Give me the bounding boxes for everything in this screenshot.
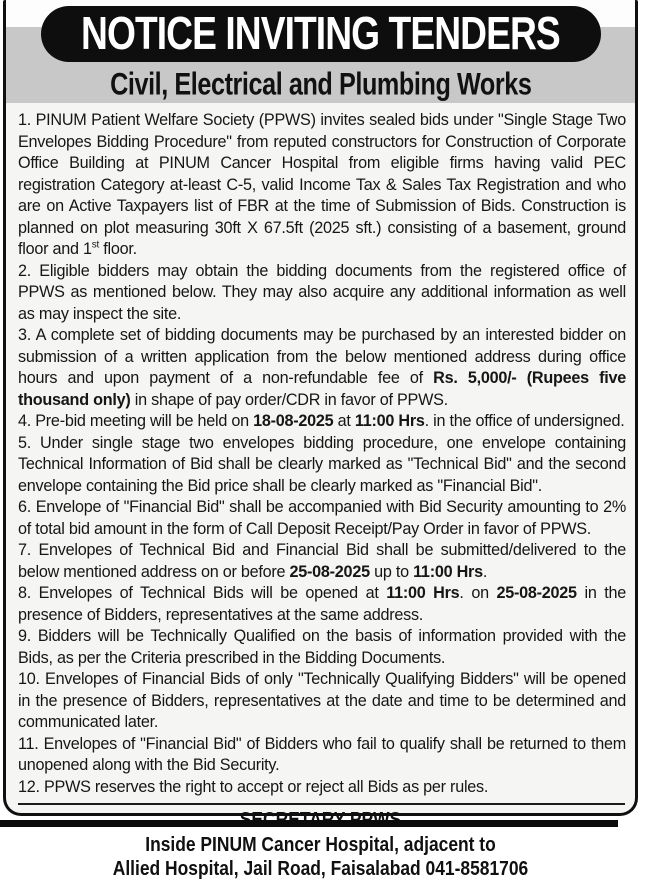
- notice-paragraph: [18, 626, 626, 669]
- text-segment: 8. Envelopes of Technical Bids will be opened at: [18, 584, 387, 602]
- notice-paragraph: [18, 777, 626, 799]
- text-segment: 10. Envelopes of Financial Bids of only "Technically Qualifying Bidders" will be opened in the presence of Bidders, representatives at the date and time to be determined and communicated later.: [18, 670, 626, 731]
- text-segment: in shape of pay order/CDR in favor of PPWS.: [130, 390, 448, 409]
- notice-paragraph: [18, 540, 626, 583]
- text-segment: up to: [369, 562, 414, 581]
- footer-address-line1: Inside PINUM Cancer Hospital, adjacent to: [145, 832, 496, 856]
- text-segment: 6. Envelope of "Financial Bid" shall be accompanied with Bid Security amounting to 2% of total bid amount in the form of Call Deposit Receipt/Pay Order in favor of PPWS.: [18, 498, 626, 538]
- notice-paragraph: [18, 261, 626, 326]
- text-segment: in the presence of Bidders, representatives at the same address.: [18, 584, 626, 624]
- bottom-edge-band: [0, 820, 618, 827]
- text-segment: . in the office of undersigned.: [424, 412, 625, 430]
- footer-address-line2: Allied Hospital, Jail Road, Faisalabad 041-8581706: [112, 857, 529, 880]
- text-segment: 18-08-2025: [253, 412, 334, 430]
- notice-paragraph: [18, 411, 626, 433]
- text-segment: floor.: [99, 240, 137, 258]
- notice-title-pill: [41, 6, 601, 62]
- notice-subtitle-text: Civil, Electrical and Plumbing Works: [109, 67, 532, 102]
- text-segment: 11. Envelopes of "Financial Bid" of Bidders who fail to qualify shall be returned to them unopened along with the Bid Security.: [18, 734, 626, 774]
- text-segment: 25-08-2025: [496, 584, 577, 602]
- text-segment: 1. PINUM Patient Welfare Society (PPWS) invites sealed bids under "Single Stage Two Envelopes Bidding Procedure" from reputed constructors for Construction of Corporate Office Building at PINUM Cancer Hospital from eligible firms having valid PEC registration Category at-least C-5, valid Income Tax & Sales Tax Registration and who are on Active Taxpayers list of FBR at the time of Submission of Bids. Construction is planned on plot measuring 30ft X 67.5ft (2025 sft.) consisting of a basement, ground floor and 1: [18, 111, 626, 258]
- notice-paragraph: [18, 497, 626, 540]
- notice-paragraph: [18, 433, 626, 498]
- notice-paragraph: [18, 669, 626, 734]
- notice-subtitle: [6, 68, 635, 102]
- text-segment: 9. Bidders will be Technically Qualified on the basis of information provided with the Bids, as per the Criteria prescribed in the Bidding Documents.: [18, 627, 626, 667]
- text-segment: 3. A complete set of bidding documents may be purchased by an interested bidder on submission of a written application from the below mentioned address during office hours and upon payment of a non-refundable fee of: [18, 326, 626, 387]
- notice-paragraph: [18, 325, 626, 411]
- text-segment: Rs. 5,000/- (Rupees five thousand only): [18, 369, 627, 409]
- notice-box: [3, 0, 638, 880]
- text-segment: at: [333, 412, 355, 430]
- text-segment: st: [91, 239, 100, 251]
- footer-divider: [18, 803, 625, 805]
- notice-header-band: [6, 7, 635, 103]
- text-segment: 2. Eligible bidders may obtain the bidding documents from the registered office of PPWS as mentioned below. They may also acquire any additional information as well as may inspect the site.: [18, 261, 626, 323]
- text-segment: 25-08-2025: [289, 562, 370, 581]
- text-segment: . on: [459, 584, 497, 602]
- text-segment: 12. PPWS reserves the right to accept or reject all Bids as per rules.: [18, 777, 489, 796]
- text-segment: 11:00 Hrs: [413, 562, 483, 581]
- notice-paragraph: [18, 583, 626, 626]
- text-segment: .: [482, 562, 488, 581]
- notice-paragraph: [18, 110, 626, 261]
- text-segment: 7. Envelopes of Technical Bid and Financial Bid shall be submitted/delivered to the below mentioned address on or before: [18, 541, 626, 581]
- text-segment: 5. Under single stage two envelopes bidding procedure, one envelope containing Technical Information of Bid shall be clearly marked as "Technical Bid" and the second envelope containing the Bid price shall be clearly marked as "Financial Bid".: [18, 433, 626, 495]
- notice-body: [6, 103, 635, 798]
- text-segment: 11:00 Hrs: [354, 412, 425, 430]
- text-segment: 11:00 Hrs: [386, 584, 460, 602]
- text-segment: 4. Pre-bid meeting will be held on: [18, 412, 254, 430]
- notice-paragraph: [18, 734, 626, 777]
- notice-title: NOTICE INVITING TENDERS: [81, 7, 560, 59]
